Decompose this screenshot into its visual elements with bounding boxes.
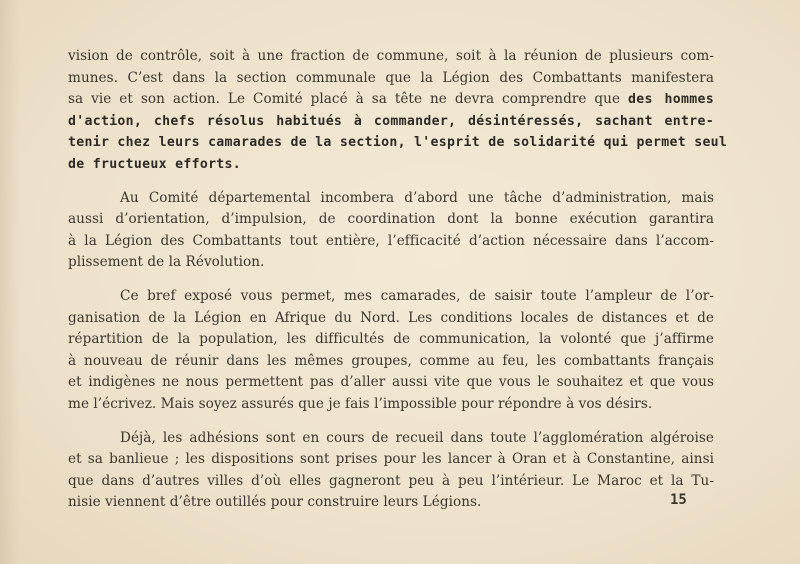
text-line [68, 111, 714, 133]
text-line [68, 252, 714, 274]
text-run: nisie viennent d’être outillés pour construire leurs Légions. [68, 494, 482, 511]
text-line [68, 449, 714, 471]
paragraph-gap [68, 416, 714, 428]
text-run: Ce bref exposé vous permet, mes camarades, de saisir toute l’ampleur de l’or- [120, 287, 714, 304]
text-run: sa vie et son action. Le Comité placé à sa tête ne devra comprendre que [68, 91, 629, 108]
text-line [68, 286, 714, 308]
page-number: 15 [670, 492, 687, 508]
bold-text: d'action, chefs résolus habitués à commander, désintéressés, sachant entre- [68, 113, 714, 129]
text-run: Déjà, les adhésions sont en cours de recueil dans toute l’agglomération algéroise [120, 429, 714, 446]
paragraph-2 [68, 188, 714, 274]
bold-text: des hommes [628, 92, 714, 108]
text-line [68, 471, 714, 493]
text-line [68, 89, 714, 111]
text-line [68, 132, 728, 154]
page-body [68, 46, 728, 514]
text-run: munes. C’est dans la section communale que la Légion des Combattants manifestera [68, 69, 714, 86]
text-run: Au Comité départemental incombera d’abord une tâche d’administration, mais [120, 189, 714, 206]
paragraph-3 [68, 286, 714, 416]
text-line [68, 308, 714, 330]
text-line [68, 154, 714, 176]
text-line [68, 209, 714, 231]
paragraph-4 [68, 428, 714, 514]
text-line [68, 329, 714, 351]
text-run: à la Légion des Combattants tout entière, l’efficacité d’action nécessaire dans l’accom- [68, 232, 714, 249]
paragraph-gap [68, 176, 714, 188]
text-run: que dans d’autres villes d’où elles gagneront peu à peu l’intérieur. Le Maroc et la Tu- [68, 472, 714, 489]
text-line [68, 428, 714, 450]
text-run: me l’écrivez. Mais soyez assurés que je fais l’impossible pour répondre à vos désirs. [68, 395, 653, 412]
text-run: vision de contrôle, soit à une fraction de commune, soit à la réunion de plusieurs com- [68, 48, 714, 64]
text-line [68, 372, 714, 394]
text-run: et indigènes ne nous permettent pas d’aller aussi vite que vous le souhaitez et que vous [68, 374, 714, 391]
text-line [68, 188, 714, 210]
text-run: aussi d’orientation, d’impulsion, de coordination dont la bonne exécution garantira [68, 211, 714, 228]
bold-text: tenir chez leurs camarades de la section, l'esprit de solidarité qui permet seul [68, 135, 728, 151]
paragraph-gap [68, 274, 714, 286]
text-line [68, 68, 714, 90]
text-run: répartition de la population, les difficultés de communication, la volonté que j’affirme [68, 331, 714, 348]
page-edge-shadow [0, 0, 20, 564]
text-line [68, 394, 714, 416]
text-run: plissement de la Révolution. [68, 254, 265, 271]
paragraph-1 [68, 46, 728, 176]
text-line [68, 351, 714, 373]
text-line [68, 492, 714, 514]
bold-text: de fructueux efforts. [68, 156, 242, 172]
text-run: à nouveau de réunir dans les mêmes groupes, comme au feu, les combattants français [68, 352, 714, 369]
text-run: et sa banlieue ; les dispositions sont prises pour les lancer à Oran et à Constantine, ainsi [68, 451, 714, 468]
text-line [68, 46, 714, 68]
text-run: ganisation de la Légion en Afrique du Nord. Les conditions locales de distances et de [68, 309, 714, 326]
text-line [68, 231, 714, 253]
